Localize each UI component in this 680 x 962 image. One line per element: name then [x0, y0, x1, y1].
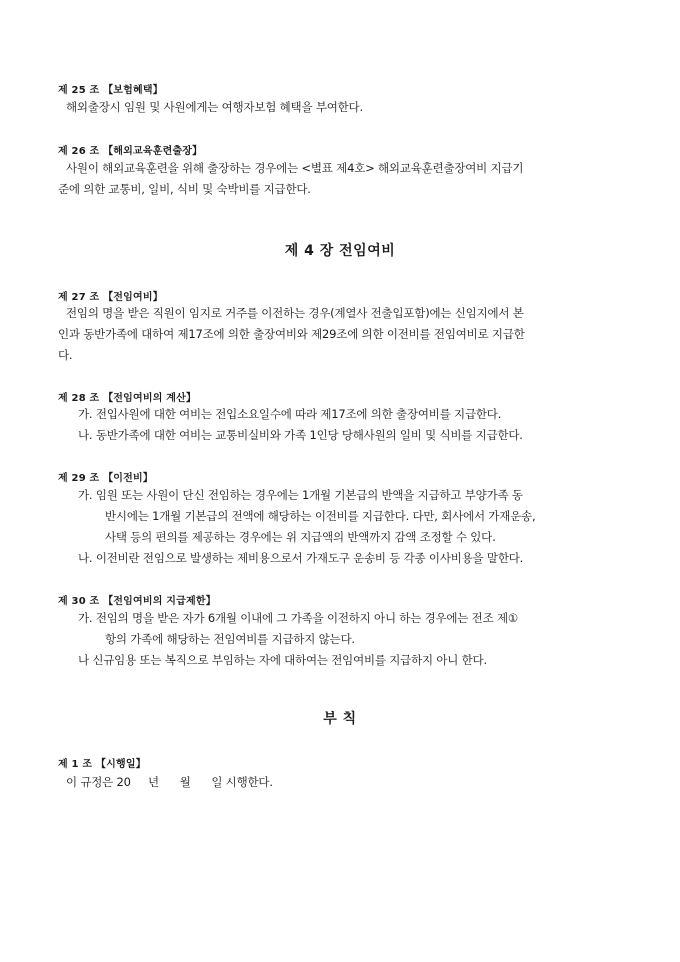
article-28-item-na: 나. 동반가족에 대한 여비는 교통비실비와 가족 1인당 당해사원의 일비 및 식비를 지급한다. [78, 428, 523, 442]
article-26-heading: 제 26 조 【해외교육훈련출장】 [58, 146, 203, 157]
article-26-line-2: 준에 의한 교통비, 일비, 식비 및 숙박비를 지급한다. [58, 182, 311, 196]
article-30-item-na: 나 신규임용 또는 복직으로 부임하는 자에 대하여는 전임여비를 지급하지 아니 한다. [78, 653, 487, 667]
supplement-article-1-heading: 제 1 조 【시행일】 [58, 759, 146, 770]
article-30-item-ga-line-1: 가. 전임의 명을 받은 자가 6개월 이내에 그 가족을 이전하지 아니 하는 경우에는 전조 제① [78, 611, 518, 625]
article-29-item-ga-line-2: 반시에는 1개월 기본급의 전액에 해당하는 이전비를 지급한다. 다만, 회사에서 가재운송, [105, 509, 536, 523]
article-30-heading: 제 30 조 【전임여비의 지급제한】 [58, 596, 216, 607]
article-27-heading: 제 27 조 【전임여비】 [58, 292, 163, 303]
article-25-line-1: 해외출장시 임원 및 사원에게는 여행자보험 혜택을 부여한다. [66, 100, 363, 114]
supplement-title: 부 칙 [323, 711, 357, 727]
chapter-4-title: 제 4 장 전임여비 [284, 243, 396, 259]
article-29-heading: 제 29 조 【이전비】 [58, 473, 154, 484]
article-27-line-3: 다. [58, 348, 73, 362]
article-26-line-1: 사원이 해외교육훈련을 위해 출장하는 경우에는 <별표 제4호> 해외교육훈련출장여비 지급기 [66, 161, 524, 175]
article-29-item-ga-line-1: 가. 임원 또는 사원이 단신 전임하는 경우에는 1개월 기본급의 반액을 지급하고 부양가족 동 [78, 488, 523, 502]
article-25-heading: 제 25 조 【보험혜택】 [58, 85, 163, 96]
article-30-item-ga-line-2: 항의 가족에 해당하는 전임여비를 지급하지 않는다. [105, 632, 355, 646]
article-27-line-2: 인과 동반가족에 대하여 제17조에 의한 출장여비와 제29조에 의한 이전비를 전임여비로 지급한 [58, 327, 525, 341]
article-28-heading: 제 28 조 【전임여비의 계산】 [58, 393, 197, 404]
supplement-article-1-line-1: 이 규정은 20 년 월 일 시행한다. [66, 775, 273, 789]
article-28-item-ga: 가. 전입사원에 대한 여비는 전입소요일수에 따라 제17조에 의한 출장여비를 지급한다. [78, 407, 502, 421]
article-29-item-ga-line-3: 사택 등의 편의를 제공하는 경우에는 위 지급액의 반액까지 감액 조정할 수 있다. [105, 530, 496, 544]
article-27-line-1: 전임의 명을 받은 직원이 임지로 거주를 이전하는 경우(계열사 전출입포함)에는 신임지에서 본 [66, 306, 524, 320]
article-29-item-na: 나. 이전비란 전임으로 발생하는 제비용으로서 가재도구 운송비 등 각종 이사비용을 말한다. [78, 551, 524, 565]
